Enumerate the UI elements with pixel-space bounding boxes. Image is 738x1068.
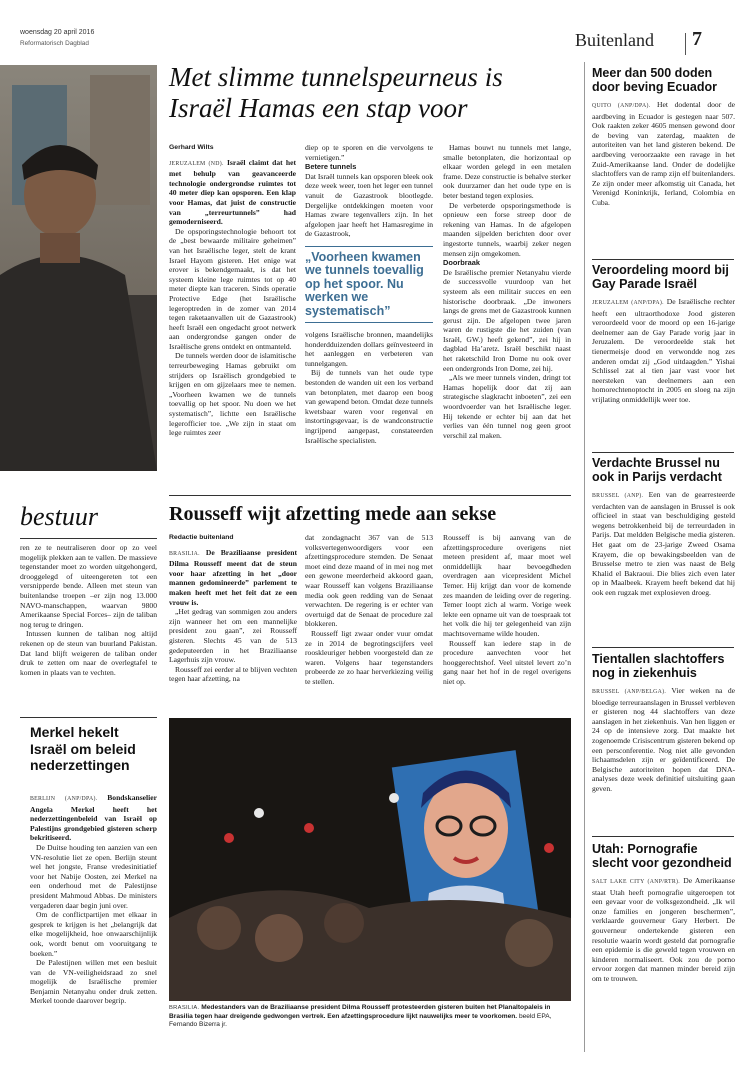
- tunnel-photo: [0, 65, 157, 471]
- tunnel-dateline: JERUZALEM (ND).: [169, 160, 224, 167]
- paragraph: Rousseff zei eerder al te blijven vechten tegen haar afzetting, na: [169, 664, 297, 684]
- paragraph: De verbeterde opsporingsmethode is opnieuw een forse streep door de rekening van Hamas. In de afgelopen maanden sijpelden berichten door over ingestorte tunnels, waarbij zeker negen mensen zijn omgekomen.: [443, 200, 571, 258]
- sidebar-text: Het dodental door de aardbeving in Ecuador is gestegen naar 507. Ook raakten zeker 4605 mensen gewond door de beving van zaterdag, maakten de autoriteiten van het land gisteren bekend. De aardbeving veroorzaakte een ravage in het Zuid-Amerikaanse land. Onder de dodelijke slachtoffers van de ramp zijn elf buitenlanders. Ze zijn onder meer afkomstig uit Canada, het Verenigd Koninkrijk, Ierland, Colombia en Cuba.: [592, 100, 735, 207]
- rousseff-photo: [169, 718, 571, 1001]
- sidebar-dateline: SALT LAKE CITY (ANP/RTR).: [592, 879, 680, 885]
- sidebar-text: De Israëlische rechter heeft een ultraorthodoxe Jood gisteren veroordeeld voor de moord op een 16-jarige deelnemer aan de Gay Parade vorig jaar in Jeruzalem. De veroordeelde stak het tienermeisje dood en verwondde nog zes anderen omdat zij „God uitdaagden.” Yishai Schlissel zat al tien jaar vast voor het neersteken van deelnemers aan een homorechtenoptocht in 2005 en sloeg na zijn vrijlating onmiddellijk weer toe.: [592, 297, 735, 404]
- sidebar-headline: Verdachte Brussel nu ook in Parijs verdacht: [592, 456, 722, 484]
- paragraph: Dat Israël tunnels kan opsporen bleek ook deze week weer, toen het leger een tunnel vanuit de Gazastrook blootlegde. Dergelijke ontdekkingen moeten voor Hamas zware tegenvallers zijn. In het afgelopen jaar heeft het Hamasregime in de Gazastrook,: [305, 171, 433, 239]
- paragraph: De Israëlische premier Netanyahu vierde de successvolle vuurdoop van het systeem als een militair succes en een historische doorbraak. „De inwoners langs de grens met de Gazastrook kunnen gerust zijn. De afgelopen twee jaren waren de rustigste die het zuiden (van Israël, GW.) heeft gekend”, zei hij in dagblad Ha’aretz. Israël beschikt naast het raketschild Iron Dome nu ook over een ondergronds Iron Dome, zei hij.: [443, 267, 571, 373]
- masthead-date: woensdag 20 april 2016: [20, 29, 95, 36]
- paragraph: Hamas bouwt nu tunnels met lange, smalle betonplaten, die horizontaal op elkaar worden gelegd in een metalen frame. Deze constructie is behalve sterker ook duurzamer dan het oude type en is beter bestand tegen explosies.: [443, 143, 571, 200]
- sidebar-headline: Meer dan 500 doden door beving Ecuador: [592, 66, 718, 94]
- paragraph: Om de conflictpartijen met elkaar in gesprek te krijgen is het „belangrijk dat elke mogelijkheid, hoe onwaarschijnlijk ook, wordt benut om vooruitgang te boeken.”: [30, 910, 157, 958]
- subheading: Betere tunnels: [305, 162, 357, 172]
- page-number: 7: [692, 28, 702, 50]
- sidebar-headline: Tientallen slachtoffers nog in ziekenhuis: [592, 652, 725, 680]
- sidebar-dateline: QUITO (ANP/DPA).: [592, 103, 651, 109]
- section-divider: [685, 33, 686, 55]
- rousseff-col2: [305, 533, 433, 687]
- sidebar-dateline: BRUSSEL (ANP/BELGA).: [592, 689, 667, 695]
- paragraph: Rousseff kan iedere stap in de procedure aanvechten voor het hooggerechtshof. Veel uitstel levert zo’n gang naar het hof in de regel overigens niet op.: [443, 638, 571, 686]
- paragraph: volgens Israëlische bronnen, maandelijks honderdduizenden dollars geïnvesteerd in het aanleggen en verbeteren van tunnelgangen.: [305, 329, 433, 368]
- divider: [169, 495, 571, 496]
- paragraph: dat zondagnacht 367 van de 513 volksvertegenwoordigers voor een afzettingsprocedure stemden. De Senaat moet eind deze maand of in mei nog met een gewone meerderheid akkoord gaan, waar Rousseff kan volgens Braziliaanse media ook geen redding van de Senaat verwachten. De regering is er echter van overtuigd dat de Senaat de procedure zal blokkeren.: [305, 533, 433, 629]
- divider: [20, 538, 157, 539]
- merkel-headline: Merkel hekelt Israël om beleid nederzettingen: [30, 724, 136, 773]
- rousseff-headline: Rousseff wijt afzetting mede aan sekse: [169, 503, 497, 525]
- sidebar-text: Een van de gearresteerde verdachten van de aanslagen in Brussel is ook officieel in staat van beschuldiging gesteld wegens betrokkenheid bij de terreurdaden in Parijs. Dat meldden Belgische media gisteren. Het gaat om de 23-jarige Zweed Osama Krayem, die op bewakingsbeelden van de Brusselse metro te zien was naast de Belg Khalid el Bakraoui. Die blies zich even later op in Maalbeek. Krayem heeft bekend dat hij ook een rugzak met explosieven droeg.: [592, 490, 735, 597]
- sidebar-text: De Amerikaanse staat Utah heeft pornografie uitgeroepen tot een gevaar voor de volksgezondheid. „Ik wil onze families en jongeren beschermen”, verklaarde gouverneur Gary Herbert. De gouverneur ondertekende gisteren een resolutie waarin wordt gesteld dat pornografie een epidemie is die geweld tegen vrouwen en kinderen normaliseert. Ook zou de porno ervoor zorgen dat mannen minder bereid zijn om te trouwen.: [592, 876, 735, 983]
- rousseff-lead: De Braziliaanse president Dilma Rousseff meent dat de steun voor haar afzetting in het „door mannen gedomineerde” parlement te maken heeft met het feit dat ze een vrouw is.: [169, 547, 297, 607]
- sidebar-story-brussel-parijs: [592, 456, 735, 598]
- paragraph: Intussen kunnen de taliban nog altijd rekenen op de steun van buurland Pakistan. Dat land blijft weigeren de taliban onder druk te zetten om naar de overlegtafel te komen in plaats van te vechten.: [20, 629, 157, 677]
- tunnel-photo-illustration: [0, 65, 157, 471]
- masthead-paper: Reformatorisch Dagblad: [20, 40, 89, 47]
- paragraph: „Als we meer tunnels vinden, dringt tot Hamas hopelijk door dat zij aan strategische slagkracht inboeten”, zei een woordvoerder van het Israëlische leger. Hij tekende er echter bij aan dat het verlies van één tunnel nog geen groot verschil zal maken.: [443, 373, 571, 440]
- tunnel-col1: [169, 143, 296, 438]
- sidebar-story-ecuador: [592, 66, 735, 208]
- merkel-body: [30, 793, 157, 1006]
- rousseff-byline: Redactie buitenland: [169, 534, 234, 541]
- tunnel-col3: [443, 143, 571, 440]
- tunnel-byline: Gerhard Wilts: [169, 144, 214, 151]
- tunnel-col2: [305, 143, 433, 445]
- merkel-lead: Bondskanselier Angela Merkel heeft het nederzettingenbeleid van Israël op Palestijns grondgebied gisteren scherp bekritiseerd.: [30, 793, 157, 843]
- sidebar-headline: Utah: Pornografie slecht voor gezondheid: [592, 842, 732, 870]
- sidebar-dateline: JERUZALEM (ANP/DPA).: [592, 300, 664, 306]
- paragraph: Bij de tunnels van het oude type bestonden de wanden uit een los verband van betonplaten, met daarop een boog van gewapend beton. Omdat deze tunnels kwetsbaar waren voor regenval en instortingsgevaar, is de wandconstructie ingrijpend aangepast, constateerden Israëlische specialisten.: [305, 368, 433, 445]
- paragraph: De tunnels werden door de islamitische terreurbeweging Hamas gebruikt om strijders op Israëlisch grondgebied te krijgen en om gijzelaars mee te nemen. „Voorheen kwamen we de tunnels toevallig op het spoor. Nu doen we het systematisch”, lichtte een Israëlische legerofficier toe. „We zijn in staat om lege ruimtes zeer: [169, 351, 296, 438]
- merkel-dateline: BERLIJN (ANP/DPA).: [30, 796, 98, 802]
- paragraph: De Duitse houding ten aanzien van een VN-resolutie liet ze open. Berlijn steunt wel het jongste, Franse vredesinitiatief voor het Nabije Oosten, zei Merkel na een onderhoud met de Palestijnse president Mahmoud Abbas. De ministers vergaderen daar begin juni over.: [30, 842, 157, 910]
- bestuur-headline: bestuur: [20, 502, 98, 531]
- caption-text: Medestanders van de Braziliaanse president Dilma Rousseff protesteerden gisteren buiten het Planaltopaleis in Brasilia tegen haar dreigende gedwongen vertrek. Een afzettingsprocedure lijkt nauwelijks meer te voorkomen.: [169, 1004, 551, 1020]
- paragraph: De opsporingstechnologie behoort tot de „best bewaarde militaire geheimen” van het Israëlische leger, stelt de krant Israel Hayom gisteren. Het enige wat erover is bekendgemaakt, is dat het systeem kleine lege ruimtes tot op 40 meter diepte kan traceren. Sinds operatie Protective Edge (het Israëlische legeroptreden in de zomer van 2014 tegen raketaanvallen uit de Gazastrook) heeft Israël een ongedacht groot netwerk aan ondergrondse gangen onder de Israëlische grens ontdekt en ontmanteld.: [169, 226, 296, 351]
- rousseff-photo-illustration: [169, 718, 571, 1001]
- tunnel-headline: Met slimme tunnelspeurneus is Israël Hamas een stap voor: [169, 62, 503, 123]
- divider: [592, 647, 734, 648]
- sidebar-story-gay-parade: [592, 263, 735, 405]
- sidebar-story-utah: [592, 842, 735, 984]
- caption-credit: beeld EPA, Fernando Bizerra jr.: [169, 1012, 552, 1029]
- sidebar-story-ziekenhuis: [592, 652, 735, 794]
- bestuur-body: [20, 543, 157, 677]
- tunnel-lead: Israël claimt dat het met behulp van geavanceerde technologie ondergrondse ruimtes tot 40 meter diep kan opsporen. Een klap voor Hamas, dat juist de constructie van „terreurtunnels” had gemoderniseerd.: [169, 157, 297, 227]
- paragraph: diep op te sporen en die vervolgens te vernietigen.”: [305, 143, 433, 162]
- caption-place: BRASILIA.: [169, 1005, 200, 1011]
- pull-quote: „Voorheen kwamen we tunnels toevallig op het spoor. Nu werken we systematisch”: [305, 246, 433, 323]
- paragraph: ren ze te neutraliseren door op zo veel mogelijk plekken aan te vallen. De massieve tegenstander moet zo worden uitgehongerd, drooggelegd of uiteengereten tot een versnipperde bende. Alleen met steun van buitenlandse troepen –er zijn nog 13.000 NAVO-manschappen, waarvan 9800 Amerikaanse Special Forces– zijn de taliban nog terug te dringen.: [20, 543, 157, 629]
- paragraph: De Palestijnen willen met een besluit van de VN-veiligheidsraad zo snel mogelijk de Israëlische premier Benjamin Netanyahu onder druk zetten. Merkel toonde daarover begrip.: [30, 958, 157, 1006]
- sidebar-text: Vier weken na de bloedige terreuraanslagen in Brussel verbleven er gisteren nog 44 slachtoffers van deze aanslagen in het ziekenhuis. Van hen liggen er 24 op de intensieve zorg. Dat maakte het zogenoemde Crisiscentrum gisteren bekend op een persconferentie. Nog niet alle gevonden lichaamsdelen zijn er geïdentificeerd. De Belgische autoriteiten hopen dat DNA-analyses deze week definitief uitsluiting gaan geven.: [592, 686, 735, 793]
- divider: [584, 62, 585, 1052]
- rousseff-col3: [443, 533, 571, 687]
- sidebar-dateline: BRUSSEL (ANP).: [592, 493, 644, 499]
- paragraph: Rousseff is bij aanvang van de afzettingsprocedure overigens niet meteen president af, maar moet wel onmiddellijk haar bevoegdheden overdragen aan vicepresident Michel Temer. Hij krijgt dan voor de komende zes maanden de leiding over de regering. Temer loopt zich al warm. Vorige week lekte een opname uit van de toespraak tot het volk die hij ter gelegenheid van zijn machtsovername wilde houden.: [443, 533, 571, 638]
- divider: [20, 717, 157, 718]
- rousseff-dateline: BRASILIA.: [169, 550, 200, 557]
- paragraph: „Het gedrag van sommigen zou anders zijn wanneer het om een mannelijke president zou gaan”, zei Rousseff gisteren. Slechts 45 van de 513 gedeputeerden in het Braziliaanse Lagerhuis zijn vrouw.: [169, 607, 297, 665]
- sidebar-headline: Veroordeling moord bij Gay Parade Israël: [592, 263, 729, 291]
- divider: [592, 836, 734, 837]
- divider: [592, 259, 734, 260]
- rousseff-col1: [169, 533, 297, 684]
- paragraph: Rousseff ligt zwaar onder vuur omdat ze in 2014 de begrotingscijfers veel rooskleuriger hebben voorgesteld dan ze waren. Volgens haar tegenstanders probeerde ze zo haar herverkiezing veilig te stellen.: [305, 628, 433, 686]
- divider: [592, 452, 734, 453]
- subheading: Doorbraak: [443, 258, 480, 268]
- section-title: Buitenland: [575, 30, 654, 50]
- rousseff-caption: [169, 1004, 571, 1030]
